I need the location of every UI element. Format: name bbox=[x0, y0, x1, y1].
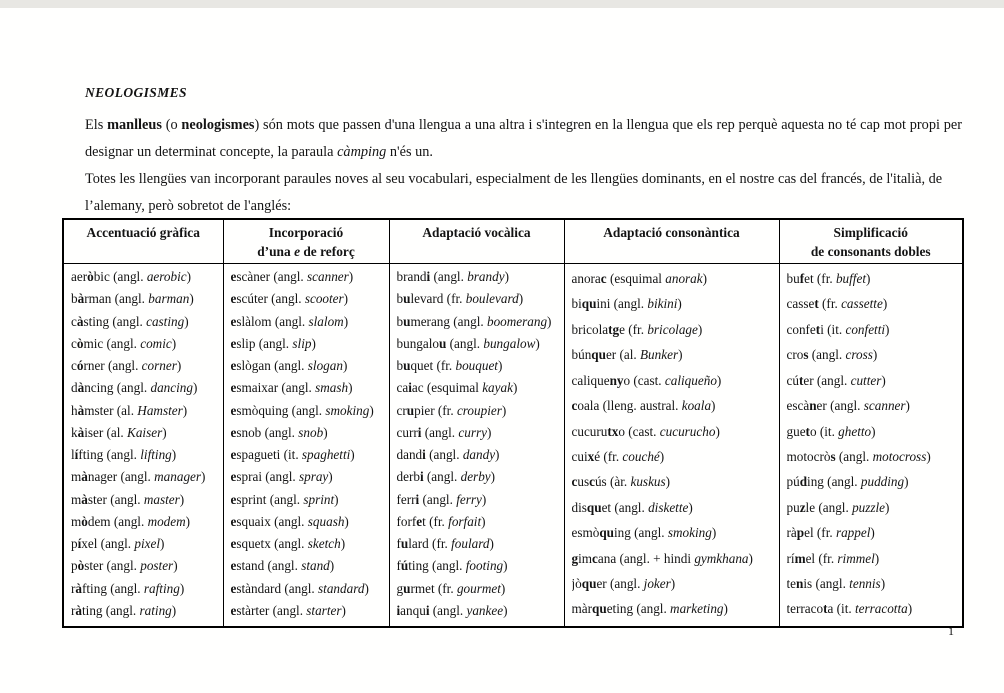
column-cell-4 bbox=[779, 264, 963, 628]
table-entry: fulard (fr. foulard) bbox=[396, 536, 494, 551]
table-entry: escàner (angl. scanner) bbox=[230, 269, 354, 284]
table-entry: derbi (angl. derby) bbox=[396, 469, 496, 485]
table-entry: buquet (fr. bouquet) bbox=[396, 358, 503, 373]
table-entry: bumerang (angl. boomerang) bbox=[396, 313, 552, 329]
table-entry: esmòquing (angl. smoking) bbox=[571, 525, 717, 541]
table-entry: dandi (angl. dandy) bbox=[396, 447, 500, 462]
table-entry: esprai (angl. spray) bbox=[230, 469, 333, 485]
column-cell-2 bbox=[389, 264, 564, 628]
table-entry: ràpel (fr. rappel) bbox=[786, 525, 875, 541]
table-entry: gueto (it. ghetto) bbox=[786, 423, 876, 439]
column-cell-3 bbox=[564, 264, 779, 628]
page-title: NEOLOGISMES bbox=[85, 85, 187, 100]
table-entry: píxel (angl. pixel) bbox=[71, 536, 165, 551]
table-entry: espagueti (it. spaghetti) bbox=[230, 447, 355, 462]
column-header-3 bbox=[564, 219, 779, 264]
table-header-row bbox=[63, 219, 963, 264]
paragraph-llengues: Totes les llengües van incorporant paraules noves al seu vocabulari, especialment de les llengües dominants, en el nostre cas del francés, de l'italià, de l’alemany, però sobretot de l'anglés: bbox=[85, 171, 943, 214]
table-entry: eslip (angl. slip) bbox=[230, 335, 316, 351]
table-entry: anorac (esquimal anorak) bbox=[571, 271, 708, 286]
table-entry: caiac (esquimal kayak) bbox=[396, 380, 518, 396]
table-entry: esprint (angl. sprint) bbox=[230, 491, 339, 507]
table-entry: gimcana (angl. + hindi gymkhana) bbox=[571, 550, 753, 566]
table-entry: confeti (it. confetti) bbox=[786, 321, 890, 337]
table-entry: pòster (angl. poster) bbox=[71, 558, 178, 574]
table-entry: córner (angl. corner) bbox=[71, 358, 182, 373]
table-entry: escàner (angl. scanner) bbox=[786, 398, 910, 414]
table-entry: ferri (angl. ferry) bbox=[396, 491, 487, 507]
header-line: Incorporació bbox=[268, 225, 344, 240]
table-entry: cúter (angl. cutter) bbox=[786, 372, 886, 388]
table-entry: estand (angl. stand) bbox=[230, 558, 335, 574]
table-entry: lífting (angl. lifting) bbox=[71, 447, 177, 462]
table-entry: dàncing (angl. dancing) bbox=[71, 380, 198, 396]
column-header-0 bbox=[63, 219, 223, 264]
table-entry: bàrman (angl. barman) bbox=[71, 291, 194, 307]
table-entry: coala (lleng. austral. koala) bbox=[571, 398, 716, 414]
table-entry: tenis (angl. tennis) bbox=[786, 576, 886, 592]
table-entry: esmaixar (angl. smash) bbox=[230, 380, 353, 396]
table-entry: gurmet (fr. gourmet) bbox=[396, 580, 506, 596]
table-entry: bufet (fr. buffet) bbox=[786, 271, 871, 286]
header-line: d’una e de reforç bbox=[257, 244, 355, 259]
column-header-4 bbox=[779, 219, 963, 264]
table-entry: còmic (angl. comic) bbox=[71, 335, 177, 351]
table-entry: búnquer (al. Bunker) bbox=[571, 347, 683, 363]
column-cell-1 bbox=[223, 264, 389, 628]
table-entry: cucurutxo (cast. cucurucho) bbox=[571, 423, 720, 439]
table-entry: escúter (angl. scooter) bbox=[230, 291, 349, 307]
table-entry: brandi (angl. brandy) bbox=[396, 269, 509, 284]
table-entry: caliquenyo (cast. caliqueño) bbox=[571, 372, 722, 388]
table-body-row bbox=[63, 264, 963, 628]
table-entry: biquini (angl. bikini) bbox=[571, 296, 682, 312]
window-top-edge bbox=[0, 0, 1004, 8]
table-entry: esquaix (angl. squash) bbox=[230, 513, 349, 529]
table-entry: ianqui (angl. yankee) bbox=[396, 602, 508, 618]
table-entry: eslògan (angl. slogan) bbox=[230, 358, 348, 373]
table-entry: ràting (angl. rating) bbox=[71, 602, 177, 618]
table-entry: puzle (angl. puzzle) bbox=[786, 499, 890, 515]
header-line: Adaptació consonàntica bbox=[603, 225, 740, 240]
table-entry: estàndard (angl. standard) bbox=[230, 580, 369, 596]
table-entry: bungalou (angl. bungalow) bbox=[396, 335, 540, 351]
table-entry: disquet (angl. diskette) bbox=[571, 499, 693, 515]
table-entry: mòdem (angl. modem) bbox=[71, 513, 191, 529]
table-entry: bulevard (fr. boulevard) bbox=[396, 291, 524, 307]
table-entry: crupier (fr. croupier) bbox=[396, 402, 507, 418]
table-entry: jòquer (angl. joker) bbox=[571, 576, 676, 592]
table-entry: cuscús (àr. kuskus) bbox=[571, 474, 671, 490]
header-line: Simplificació bbox=[833, 225, 908, 240]
page-number: 1 bbox=[948, 624, 954, 638]
table-entry: kàiser (al. Kaiser) bbox=[71, 424, 167, 440]
table-entry: cros (angl. cross) bbox=[786, 347, 878, 363]
neologisms-table bbox=[62, 218, 964, 628]
table-entry: ràfting (angl. rafting) bbox=[71, 580, 185, 596]
table-entry: eslàlom (angl. slalom) bbox=[230, 313, 349, 329]
table-entry: terracota (it. terracotta) bbox=[786, 601, 913, 617]
header-line: de consonants dobles bbox=[810, 244, 931, 259]
table-entry: mànager (angl. manager) bbox=[71, 469, 206, 485]
table-entry: esquetx (angl. sketch) bbox=[230, 536, 346, 551]
table-entry: cuixé (fr. couché) bbox=[571, 448, 665, 464]
table-entry: rímel (fr. rimmel) bbox=[786, 550, 880, 566]
table-entry: casset (fr. cassette) bbox=[786, 296, 888, 312]
table-entry: fúting (angl. footing) bbox=[396, 558, 508, 574]
table-entry: curri (angl. curry) bbox=[396, 424, 492, 440]
table-entry: motocròs (angl. motocross) bbox=[786, 448, 931, 464]
table-entry: màrqueting (angl. marketing) bbox=[571, 601, 728, 617]
header-line: Adaptació vocàlica bbox=[422, 225, 531, 240]
table-entry: estàrter (angl. starter) bbox=[230, 602, 346, 618]
column-cell-0 bbox=[63, 264, 223, 628]
column-header-1 bbox=[223, 219, 389, 264]
table-entry: aeròbic (angl. aerobic) bbox=[71, 269, 192, 284]
table-entry: hàmster (al. Hamster) bbox=[71, 402, 188, 418]
table-entry: bricolatge (fr. bricolage) bbox=[571, 321, 703, 337]
table-entry: esmòquing (angl. smoking) bbox=[230, 402, 374, 418]
table-entry: púding (angl. pudding) bbox=[786, 474, 909, 490]
table-entry: esnob (angl. snob) bbox=[230, 424, 328, 440]
table-entry: màster (angl. master) bbox=[71, 491, 185, 507]
column-header-2 bbox=[389, 219, 564, 264]
paragraph-manlleus: Els manlleus (o neologismes) són mots que passen d'una llengua a una altra i s'integren en la llengua que els rep perquè aquesta no té cap mot propi per designar un determinat concepte, la paraula càmping n'és un. bbox=[85, 117, 963, 160]
header-line: Accentuació gràfica bbox=[86, 225, 200, 240]
table-entry: càsting (angl. casting) bbox=[71, 313, 189, 329]
table-entry: forfet (fr. forfait) bbox=[396, 513, 486, 529]
